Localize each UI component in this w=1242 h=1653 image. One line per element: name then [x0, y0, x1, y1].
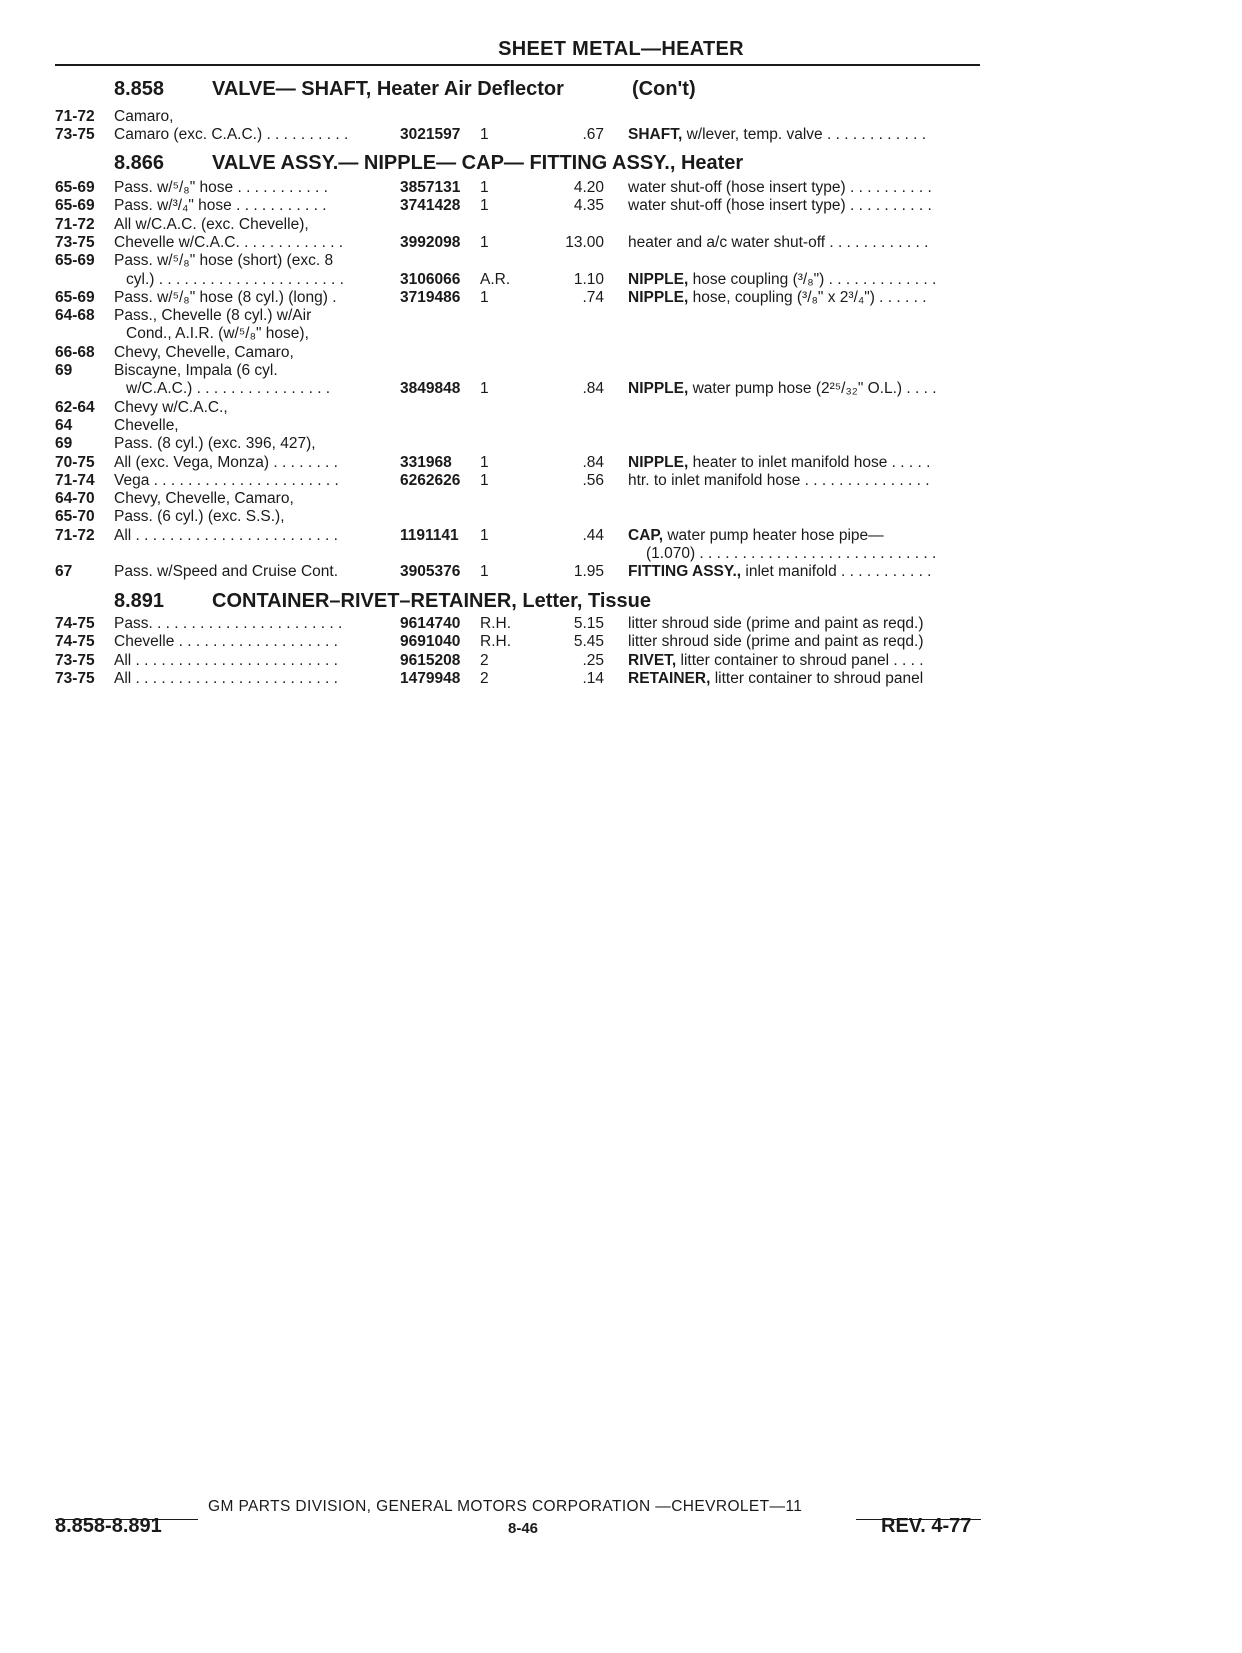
- row-years: 71-74: [55, 471, 95, 489]
- table-row: [0, 562, 1242, 581]
- table-row: [0, 196, 1242, 215]
- row-description: Chevy, Chevelle, Camaro,: [114, 343, 294, 361]
- row-description: Pass. w/⁵/₈" hose . . . . . . . . . . .: [114, 179, 328, 196]
- row-price: .74: [582, 288, 604, 306]
- row-usage-text: water pump hose (2²⁵/₃₂" O.L.) . . . .: [692, 380, 937, 398]
- row-usage: [628, 471, 930, 490]
- table-row: [0, 544, 1242, 563]
- row-years: 70-75: [55, 453, 95, 471]
- table-row: [0, 215, 1242, 234]
- row-description: All . . . . . . . . . . . . . . . . . . . . . . . .: [114, 526, 338, 544]
- row-part-number: 9614740: [400, 615, 461, 632]
- row-part-number: 3905376: [400, 563, 461, 581]
- table-row: [0, 398, 1242, 417]
- row-usage: [628, 669, 923, 688]
- row-price: 5.45: [573, 633, 604, 651]
- section-continued: (Con't): [632, 78, 696, 100]
- row-price: .84: [582, 380, 604, 398]
- table-row: [0, 270, 1242, 289]
- row-usage-text: litter container to shroud panel: [714, 669, 924, 687]
- row-quantity: 1: [480, 233, 489, 251]
- section-number: 8.866: [114, 152, 165, 174]
- row-usage: [628, 651, 924, 670]
- row-price: .44: [582, 526, 604, 544]
- row-usage-text: hose, coupling (³/₈" x 2³/₄") . . . . . .: [692, 288, 927, 306]
- row-description: Chevy, Chevelle, Camaro,: [114, 490, 294, 508]
- row-quantity: A.R.: [480, 270, 511, 288]
- row-part-number: 1479948: [400, 669, 461, 687]
- row-description: Pass., Chevelle (8 cyl.) w/Air: [114, 307, 312, 325]
- row-years: 71-72: [55, 215, 95, 233]
- title-rule: [55, 64, 980, 66]
- row-price: .56: [582, 471, 604, 489]
- row-part-number: 331968: [400, 453, 452, 471]
- row-description: Chevelle,: [114, 416, 179, 434]
- row-price: 1.95: [573, 563, 604, 581]
- row-part-number: 9691040: [400, 633, 461, 651]
- row-usage-keyword: NIPPLE,: [628, 288, 689, 306]
- row-price: .67: [582, 126, 604, 144]
- row-usage-keyword: NIPPLE,: [628, 453, 689, 471]
- section-title: VALVE— SHAFT, Heater Air Deflector: [212, 78, 564, 100]
- table-row: [0, 251, 1242, 270]
- row-years: 71-72: [55, 108, 95, 125]
- row-usage: [628, 632, 924, 651]
- row-part-number: 3106066: [400, 270, 461, 288]
- row-part-number: 3719486: [400, 288, 461, 306]
- row-years: 65-69: [55, 179, 95, 196]
- footer-section-range: 8.858-8.891: [55, 1515, 162, 1537]
- table-row: [0, 288, 1242, 307]
- row-quantity: 1: [480, 526, 489, 544]
- row-years: 66-68: [55, 343, 95, 361]
- row-usage-text: w/lever, temp. valve . . . . . . . . . . . .: [686, 126, 927, 144]
- row-years: 67: [55, 563, 73, 581]
- row-years: 62-64: [55, 398, 95, 416]
- row-part-number: 3021597: [400, 126, 461, 144]
- row-years: 73-75: [55, 126, 95, 144]
- row-usage-keyword: CAP,: [628, 526, 664, 544]
- row-years: 64: [55, 416, 73, 434]
- row-usage-keyword: RETAINER,: [628, 669, 711, 687]
- footer-page-number: 8-46: [508, 1520, 539, 1537]
- row-usage: [628, 453, 930, 472]
- table-row: [0, 489, 1242, 508]
- row-quantity: R.H.: [480, 633, 511, 651]
- table-row: [0, 507, 1242, 526]
- table-row: [0, 379, 1242, 398]
- row-part-number: 3857131: [400, 179, 461, 196]
- row-years: 65-69: [55, 252, 95, 270]
- row-usage-text: hose coupling (³/₈") . . . . . . . . . . . . .: [692, 270, 937, 288]
- row-years: 71-72: [55, 526, 95, 544]
- row-quantity: 1: [480, 197, 489, 215]
- row-usage: [628, 379, 937, 398]
- row-quantity: 1: [480, 126, 489, 144]
- row-years: 69: [55, 435, 73, 453]
- row-description: Vega . . . . . . . . . . . . . . . . . . . . . .: [114, 471, 339, 489]
- row-description: w/C.A.C.) . . . . . . . . . . . . . . . .: [126, 380, 331, 398]
- footer-revision: REV. 4-77: [881, 1515, 972, 1537]
- section-number: 8.858: [114, 78, 165, 100]
- row-usage-text: htr. to inlet manifold hose . . . . . . . . . . . . . . .: [628, 471, 930, 489]
- row-quantity: 1: [480, 380, 489, 398]
- row-usage-text: litter shroud side (prime and paint as reqd.): [628, 633, 924, 651]
- row-part-number: 1191141: [400, 526, 459, 544]
- row-quantity: 1: [480, 179, 489, 196]
- row-usage: [646, 544, 936, 563]
- row-usage-keyword: NIPPLE,: [628, 270, 689, 288]
- row-usage-text: water shut-off (hose insert type) . . . . . . . . . .: [628, 197, 932, 215]
- row-description: Pass. (8 cyl.) (exc. 396, 427),: [114, 435, 316, 453]
- row-price: 5.15: [573, 615, 604, 632]
- table-row: [0, 416, 1242, 435]
- row-usage: [628, 562, 932, 581]
- footer-text: GM PARTS DIVISION, GENERAL MOTORS CORPORATION —CHEVROLET—11: [208, 1498, 803, 1515]
- row-price: 13.00: [565, 233, 604, 251]
- row-price: .84: [582, 453, 604, 471]
- row-years: 74-75: [55, 615, 95, 632]
- row-description: Pass. w/Speed and Cruise Cont.: [114, 563, 339, 581]
- row-description: All (exc. Vega, Monza) . . . . . . . .: [114, 453, 338, 471]
- table-row: [0, 614, 1242, 633]
- table-row: [0, 669, 1242, 688]
- row-price: 4.35: [573, 197, 604, 215]
- row-description: All w/C.A.C. (exc. Chevelle),: [114, 215, 309, 233]
- row-usage: [628, 196, 932, 215]
- row-usage-text: heater and a/c water shut-off . . . . . . . . . . . .: [628, 233, 929, 251]
- row-description: Chevelle w/C.A.C. . . . . . . . . . . . .: [114, 233, 344, 251]
- row-years: 64-70: [55, 490, 95, 508]
- row-usage-keyword: NIPPLE,: [628, 380, 689, 398]
- table-row: [0, 453, 1242, 472]
- table-row: [0, 324, 1242, 343]
- row-usage: [628, 270, 936, 289]
- table-row: [0, 361, 1242, 380]
- row-years: 69: [55, 362, 73, 379]
- row-usage-text: (1.070) . . . . . . . . . . . . . . . . . . . . . . . . . . . .: [646, 545, 937, 562]
- table-row: [0, 178, 1242, 197]
- row-description: Biscayne, Impala (6 cyl.: [114, 362, 278, 379]
- row-description: Cond., A.I.R. (w/⁵/₈" hose),: [126, 325, 309, 343]
- row-quantity: 1: [480, 563, 489, 581]
- row-description: Pass. w/⁵/₈" hose (8 cyl.) (long) .: [114, 288, 337, 306]
- row-part-number: 9615208: [400, 651, 461, 669]
- row-usage-keyword: SHAFT,: [628, 126, 683, 144]
- table-row: [0, 632, 1242, 651]
- table-row: [0, 125, 1242, 144]
- row-quantity: 1: [480, 471, 489, 489]
- row-price: 4.20: [573, 179, 604, 196]
- row-usage-keyword: FITTING ASSY.,: [628, 563, 742, 581]
- table-row: [0, 233, 1242, 252]
- row-usage-text: heater to inlet manifold hose . . . . .: [692, 453, 931, 471]
- row-usage-text: water pump heater hose pipe—: [667, 526, 884, 544]
- row-description: Camaro (exc. C.A.C.) . . . . . . . . . .: [114, 126, 349, 144]
- table-row: [0, 434, 1242, 453]
- row-usage-text: inlet manifold . . . . . . . . . . .: [745, 563, 932, 581]
- row-quantity: 2: [480, 651, 489, 669]
- section-title: CONTAINER–RIVET–RETAINER, Letter, Tissue: [212, 590, 651, 612]
- row-description: cyl.) . . . . . . . . . . . . . . . . . . . . . .: [126, 270, 344, 288]
- row-usage: [628, 233, 928, 252]
- table-row: [0, 306, 1242, 325]
- row-usage-keyword: RIVET,: [628, 651, 677, 669]
- row-usage-text: litter shroud side (prime and paint as reqd.): [628, 615, 924, 632]
- table-row: [0, 651, 1242, 670]
- table-row: [0, 107, 1242, 126]
- row-description: Chevy w/C.A.C.,: [114, 398, 228, 416]
- row-price: .25: [582, 651, 604, 669]
- row-usage: [628, 614, 924, 633]
- row-price: 1.10: [573, 270, 604, 288]
- row-years: 73-75: [55, 651, 95, 669]
- row-price: .14: [582, 669, 604, 687]
- row-usage: [628, 288, 927, 307]
- row-description: Pass. (6 cyl.) (exc. S.S.),: [114, 508, 285, 526]
- table-row: [0, 471, 1242, 490]
- row-quantity: 2: [480, 669, 489, 687]
- section-number: 8.891: [114, 590, 165, 612]
- row-years: 64-68: [55, 307, 95, 325]
- row-description: Pass. w/³/₄" hose . . . . . . . . . . .: [114, 197, 327, 215]
- row-quantity: 1: [480, 453, 489, 471]
- row-description: Pass. . . . . . . . . . . . . . . . . . . . . . .: [114, 615, 343, 632]
- row-usage: [628, 526, 884, 545]
- row-usage-text: water shut-off (hose insert type) . . . . . . . . . .: [628, 179, 932, 196]
- section-title: VALVE ASSY.— NIPPLE— CAP— FITTING ASSY., Heater: [212, 152, 744, 174]
- row-part-number: 3741428: [400, 197, 461, 215]
- row-description: Chevelle . . . . . . . . . . . . . . . . . . .: [114, 633, 338, 651]
- table-row: [0, 526, 1242, 545]
- row-description: Pass. w/⁵/₈" hose (short) (exc. 8: [114, 252, 334, 270]
- row-part-number: 3992098: [400, 233, 461, 251]
- row-part-number: 3849848: [400, 380, 461, 398]
- row-quantity: R.H.: [480, 615, 511, 632]
- row-part-number: 6262626: [400, 471, 461, 489]
- row-years: 65-69: [55, 197, 95, 215]
- row-description: Camaro,: [114, 108, 174, 125]
- row-years: 65-69: [55, 288, 95, 306]
- row-years: 73-75: [55, 669, 95, 687]
- row-quantity: 1: [480, 288, 489, 306]
- row-usage: [628, 125, 926, 144]
- row-description: All . . . . . . . . . . . . . . . . . . . . . . . .: [114, 669, 338, 687]
- row-description: All . . . . . . . . . . . . . . . . . . . . . . . .: [114, 651, 338, 669]
- row-usage-text: litter container to shroud panel . . . .: [680, 651, 924, 669]
- row-years: 65-70: [55, 508, 95, 526]
- row-years: 73-75: [55, 233, 95, 251]
- row-usage: [628, 178, 932, 197]
- page-title: SHEET METAL—HEATER: [498, 38, 744, 60]
- table-row: [0, 343, 1242, 362]
- row-years: 74-75: [55, 633, 95, 651]
